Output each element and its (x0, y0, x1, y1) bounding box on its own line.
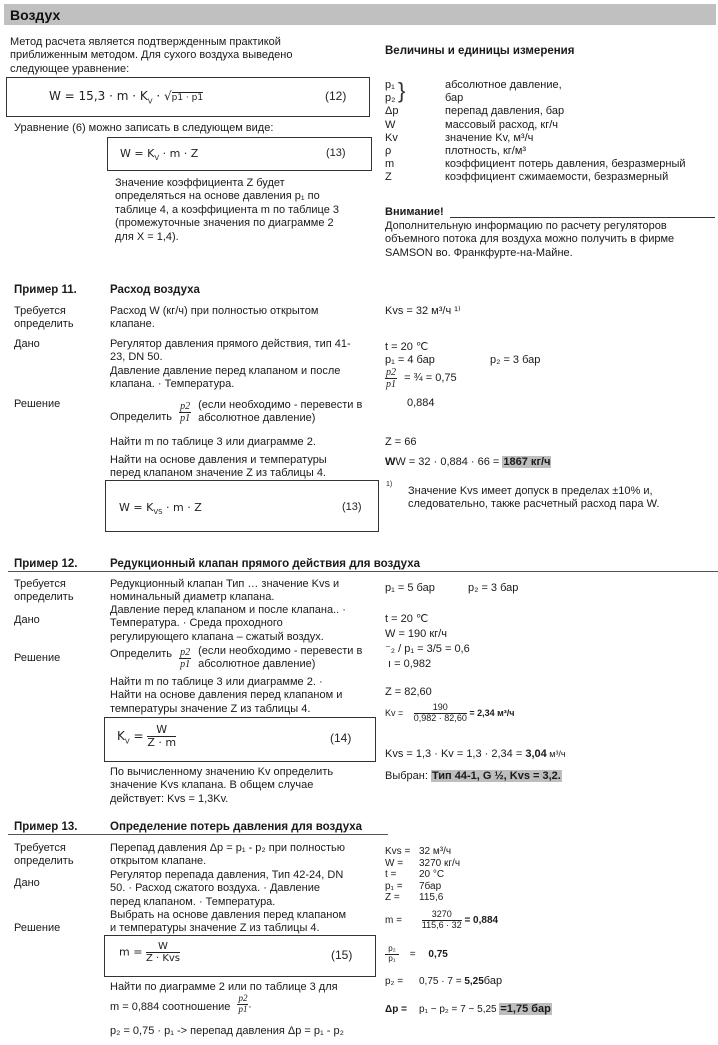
unit-item: Δp перепад давления, бар (385, 105, 565, 118)
dp-result-highlight: =1,75 бар (500, 1003, 551, 1015)
example-13-title: Определение потерь давления для воздуха (110, 821, 363, 833)
example-13-ratio: m = 0,884 соотношение $\frac{p2}{p1}$ . (110, 993, 252, 1014)
z-coefficient-note: Значение коэффициента Z будет определяться на основе давления p₁ по таблице 4, а коэффициента m по таблице 3 (промежуточные значения по диаграмме 2 для X = 1,4). (115, 177, 340, 243)
unit-item: Z коэффициент сжимаемости, безразмерный (385, 171, 669, 184)
value-p1: p₁ = 4 бар (385, 354, 435, 366)
label-solution: Решение (14, 398, 61, 410)
example-13-find: Найти по диаграмме 2 или по таблице 3 для (110, 981, 338, 993)
units-title: Величины и единицы измерения (385, 45, 575, 57)
value-t: t = 20 ℃ (385, 341, 429, 353)
attention-underline (450, 217, 715, 218)
label-given: Дано (14, 614, 40, 626)
intro-line: следующее уравнение: (10, 62, 130, 75)
value-z: Z = 66 (385, 436, 417, 448)
equation-number: (15) (331, 948, 353, 962)
section-divider (8, 571, 718, 572)
value-p1: p₁ = 5 бар (385, 582, 435, 594)
chosen-highlight: Тип 44-1, G ½, Kvs = 3,2. (431, 770, 561, 782)
label-required: Требуется определить (14, 305, 74, 331)
example-11-title: Расход воздуха (110, 284, 200, 296)
value-kvs: Kvs = 1,3 · Kv = 1,3 · 2,34 = 3,04 м³/ч (385, 748, 566, 760)
value-kv: Kv = $\frac{190}{0,982 \cdot 82,60}$ = 2,34 м³/ч (385, 702, 515, 723)
example-11-find-m: Найти m по таблице 3 или диаграмме 2. (110, 436, 316, 448)
equation-number: (14) (330, 731, 352, 745)
value-ratio: ⁻₂ / p₁ = 3/5 = 0,6 (385, 643, 470, 655)
example-12-after: По вычисленному значению Kv определить значение Kvs клапана. В общем случае действует: Kvs = 1,3Kv. (110, 766, 334, 805)
footnote-mark: 1) (386, 481, 393, 488)
example-12-label: Пример 12. (14, 558, 78, 570)
unit-item: m коэффициент потерь давления, безразмерный (385, 158, 686, 171)
unit-item: p₂ бар (385, 92, 464, 105)
equation-14-box (104, 717, 376, 762)
label-required: Требуется определить (14, 578, 74, 604)
example-11-find-z: Найти на основе давления и температуры перед клапаном значение Z из таблицы 4. (110, 454, 327, 480)
section-divider (8, 834, 388, 835)
equation-15: m = $\frac{W}{\text{Z · Kvs}}$ (119, 941, 181, 964)
value-ratio: $\frac{p2}{p1}$ = ¾ = 0,75 (386, 367, 457, 390)
intro-line: приближенным методом. Для сухого воздуха выведено (10, 49, 293, 62)
equation-12-box (6, 77, 370, 117)
equation-12-number: (12) (325, 89, 347, 103)
example-11-values: Kvs = 32 м³/ч ¹⁾ (385, 305, 461, 317)
value-p2: p₂ = 3 бар (468, 582, 519, 594)
value-ratio: $\frac{\text{p₂}}{\text{p₁}}$ = 0,75 (385, 945, 448, 964)
example-11-given: Регулятор давления прямого действия, тип 41- 23, DN 50. Давление давление перед клапаном и после клапана. · Температура. (110, 338, 351, 391)
label-solution: Решение (14, 652, 61, 664)
equation-15-box (104, 935, 376, 977)
w-result-highlight: 1867 кг/ч (503, 456, 551, 468)
value-z: Z = 82,60 (385, 686, 432, 698)
example-13-given: Регулятор перепада давления, Тип 42-24, DN 50. · Расход сжатого воздуха. · Давление перед клапаном. · Температура. (110, 869, 344, 908)
label-required: Требуется определить (14, 842, 74, 868)
label-solution: Решение (14, 922, 61, 934)
example-11-label: Пример 11. (14, 284, 77, 296)
example-13-values: Kvs = 32 м³/ч W = 3270 кг/ч t = 20 °C p₁ = 7бар Z = 115,6 (385, 846, 461, 903)
equation-14: $K_V$ = $\frac{W}{Z \cdot m}$ (117, 723, 177, 750)
attention-title: Внимание! (385, 206, 444, 218)
chosen-valve: Выбран: Тип 44-1, G ½, Kvs = 3,2. (385, 770, 561, 782)
value-dp: Δp = p₁ − p₂ = 7 − 5,25 =1,75 бар (385, 1003, 551, 1015)
value-w: W = 190 кг/ч (385, 628, 447, 640)
equation-13: $W = K_V \cdot m \cdot Z$ (120, 147, 199, 163)
value-m: m = $\frac{3270}{115,6 \cdot 32}$ = 0,884 (385, 909, 499, 930)
intro-text (10, 36, 350, 76)
unit-item: ρ плотность, кг/м³ (385, 144, 527, 157)
label-given: Дано (14, 338, 40, 350)
attention-text: Дополнительную информацию по расчету регуляторов объемного потока для воздуха можно получить в фирме SAMSON во. Франкфурте-на-Майне. (385, 220, 675, 259)
section-header-bar (4, 4, 716, 25)
value-w: WW = 32 · 0,884 · 66 = 1867 кг/ч (385, 456, 551, 468)
equation-13-kvs: $W = K_{VS} \cdot m \cdot Z$ (119, 501, 202, 517)
example-13-last: p₂ = 0,75 · p₁ -> перепад давления Δp = p₁ - p₂ (110, 1025, 344, 1037)
equation-13-box (107, 137, 372, 171)
example-13-solution: Выбрать на основе давления перед клапаном и температуры значение Z из таблицы 4. (110, 909, 347, 935)
equation-13-number: (13) (326, 147, 346, 159)
label-given: Дано (14, 877, 40, 889)
value-t: t = 20 ℃ (385, 613, 429, 625)
equation-12: $W = 15,3 \cdot m \cdot K_V \cdot √p1 \cdot p1$ (49, 89, 204, 106)
equation-6-note: Уравнение (6) можно записать в следующем виде: (14, 122, 274, 134)
value-p2: p₂ = 0,75 · 7 = 5,25бар (385, 975, 503, 987)
example-11-equation-box (105, 480, 379, 532)
example-12-given: Давление перед клапаном и после клапана.. · Температура. · Среда проходного регулирующего клапана – сжатый воздух. (110, 604, 346, 643)
example-11-determine: Определить $\frac{p2}{p1}$ (если необходимо - перевести в абсолютное давление) (110, 399, 363, 425)
section-title: Воздух (10, 7, 61, 23)
example-12-required: Редукционный клапан Тип … значение Kvs и номинальный диаметр клапана. (110, 578, 340, 604)
example-12-determine: Определить $\frac{p2}{p1}$ (если необходимо - перевести в абсолютное давление) (110, 645, 363, 671)
unit-item: Kv значение Kv, м³/ч (385, 131, 534, 144)
intro-line: Метод расчета является подтвержденным практикой (10, 36, 281, 48)
example-12-title: Редукционный клапан прямого действия для воздуха (110, 558, 420, 570)
example-13-required: Перепад давления Δp = p₁ - p₂ при полностью открытом клапане. (110, 842, 345, 868)
value-m: 0,884 (407, 397, 435, 409)
units-list (385, 79, 715, 185)
example-13-label: Пример 13. (14, 821, 78, 833)
value-p2: p₂ = 3 бар (490, 354, 541, 366)
unit-item: W массовый расход, кг/ч (385, 118, 559, 131)
equation-number: (13) (342, 501, 362, 513)
footnote-text: Значение Kvs имеет допуск в пределах ±10% и, следовательно, также расчетный расход пара W. (408, 485, 660, 511)
value-m: ı = 0,982 (388, 658, 432, 670)
example-12-find: Найти m по таблице 3 или диаграмме 2. · Найти на основе давления перед клапаном и температуры значение Z из таблицы 4. (110, 676, 343, 715)
brace-icon: } (398, 78, 406, 103)
example-11-required: Расход W (кг/ч) при полностью открытом клапане. (110, 305, 319, 331)
unit-item: p₁ абсолютное давление, (385, 79, 562, 91)
